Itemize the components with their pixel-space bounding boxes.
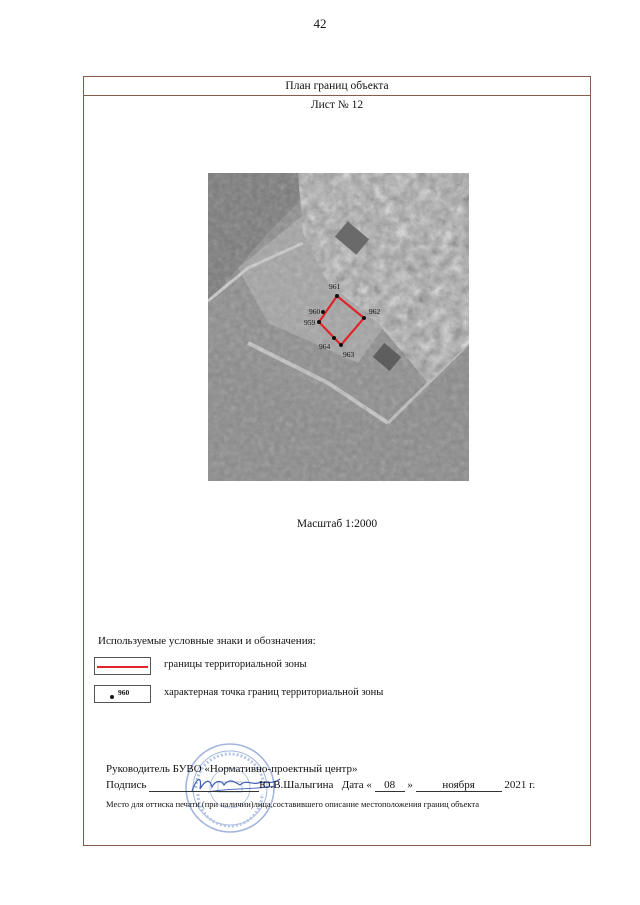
legend-point-number: 960	[118, 688, 130, 697]
point-label-961: 961	[329, 282, 341, 291]
boundary-point-964	[332, 336, 336, 340]
boundary-point-963	[339, 343, 343, 347]
legend-item-text: характерная точка границ территориальной зоны	[164, 687, 384, 698]
aerial-map	[208, 173, 469, 481]
sign-label: Подпись	[106, 779, 147, 791]
legend-title: Используемые условные знаки и обозначения:	[98, 635, 316, 647]
date-label: Дата «	[341, 779, 372, 791]
red-line-symbol	[97, 666, 148, 668]
boundary-point-960	[321, 310, 325, 314]
boundary-point-962	[362, 316, 366, 320]
legend-item-boundary	[94, 657, 574, 677]
date-day: 08	[375, 779, 405, 792]
legend-item-point	[94, 685, 574, 705]
point-label-962: 962	[369, 307, 381, 316]
document-frame	[83, 76, 591, 846]
point-label-960: 960	[309, 307, 321, 316]
frame-title: План границ объекта	[84, 77, 590, 96]
date-month: ноября	[416, 779, 502, 792]
signature-block	[106, 763, 576, 843]
aerial-photo	[208, 173, 469, 481]
date-close-quote: »	[407, 779, 413, 791]
legend-symbol-box	[94, 685, 151, 703]
signature-blank	[149, 779, 259, 792]
stamp-note: Место для оттиска печати (при наличии)лица,составившего описание местоположения границ объекта	[106, 799, 479, 809]
date-year: 2021 г.	[504, 779, 536, 791]
legend-symbol-box	[94, 657, 151, 675]
point-symbol-icon	[110, 695, 114, 699]
head-title: Руководитель БУВО «Нормативно-проектный центр»	[106, 763, 358, 775]
boundary-point-961	[335, 294, 339, 298]
sign-date-line	[106, 779, 535, 792]
scale-label: Масштаб 1:2000	[296, 518, 378, 530]
point-label-964: 964	[319, 342, 331, 351]
sheet-label: Лист № 12	[310, 99, 364, 111]
point-label-959: 959	[304, 318, 316, 327]
legend-item-text: границы территориальной зоны	[164, 659, 307, 670]
signer-name: Ю.В.Шалыгина	[259, 779, 334, 791]
page-number: 42	[313, 16, 327, 31]
boundary-point-959	[317, 320, 321, 324]
point-label-963: 963	[343, 350, 355, 359]
